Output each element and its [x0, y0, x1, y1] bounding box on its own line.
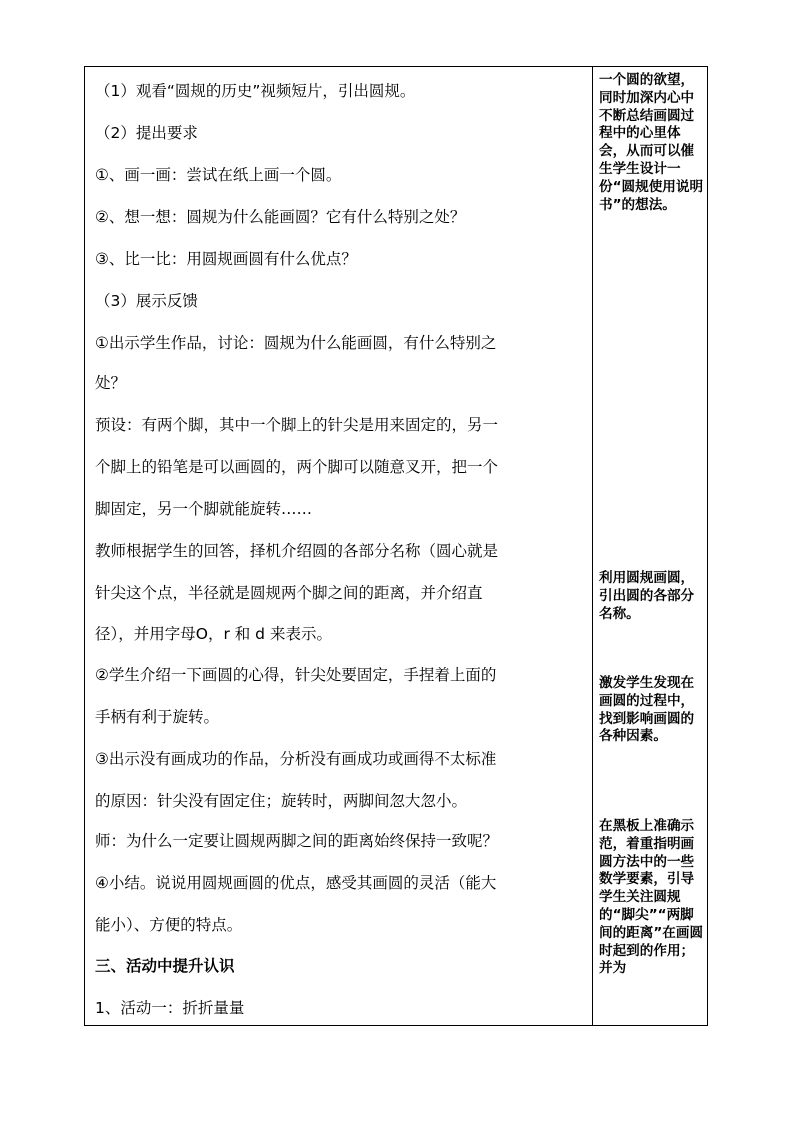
design-note: 在黑板上准确示范，着重指明画圆方法中的一些数学要素，引导学生关注圆规的“脚尖”“两脚间的距离”在画圆时起到的作用；并为	[599, 818, 704, 977]
text-line: ②、想一想：圆规为什么能画圆？它有什么特别之处？	[95, 208, 466, 226]
text-line: 能小）、方便的特点。	[95, 916, 243, 934]
design-intent-column	[593, 67, 709, 1025]
design-note: 利用圆规画圆，引出圆的各部分名称。	[599, 570, 695, 622]
text-line: ③、比一比：用圆规画圆有什么优点？	[95, 250, 357, 268]
lesson-plan-table	[84, 66, 708, 1026]
design-note: 一个圆的欲望，同时加深内心中不断总结画圆过程中的心里体会，从而可以催生学生设计一份“圆规使用说明书”的想法。	[599, 72, 704, 213]
text-line: 径），并用字母O，r 和 d 来表示。	[95, 625, 332, 643]
text-line: 处？	[95, 374, 127, 392]
section-heading: 三、活动中提升认识	[95, 957, 235, 975]
text-line: 个脚上的铅笔是可以画圆的，两个脚可以随意叉开，把一个	[95, 458, 499, 476]
text-line: 1、活动一：折折量量	[95, 999, 245, 1017]
text-line: 教师根据学生的回答，择机介绍圆的各部分名称（圆心就是	[95, 542, 499, 560]
text-line: 预设：有两个脚，其中一个脚上的针尖是用来固定的，另一	[95, 416, 499, 434]
text-line: 师：为什么一定要让圆规两脚之间的距离始终保持一致呢？	[95, 832, 499, 850]
text-line: （2）提出要求	[95, 124, 198, 142]
text-line: 手柄有利于旋转。	[95, 708, 220, 726]
text-line: ③出示没有画成功的作品，分析没有画成功或画得不太标准	[95, 750, 497, 768]
text-line: 的原因：针尖没有固定住；旋转时，两脚间忽大忽小。	[95, 792, 468, 810]
text-line: ①出示学生作品，讨论：圆规为什么能画圆，有什么特别之	[95, 334, 497, 352]
text-line: ④小结。说说用圆规画圆的优点，感受其画圆的灵活（能大	[95, 874, 497, 892]
text-line: ①、画一画：尝试在纸上画一个圆。	[95, 166, 342, 184]
design-note: 激发学生发现在画圆的过程中，找到影响画圆的各种因素。	[599, 675, 695, 745]
text-line: （1）观看“圆规的历史”视频短片，引出圆规。	[95, 82, 416, 100]
procedure-column	[85, 67, 592, 1025]
text-line: （3）展示反馈	[95, 292, 198, 310]
text-line: 针尖这个点，半径就是圆规两个脚之间的距离，并介绍直	[95, 584, 483, 602]
text-line: 脚固定，另一个脚就能旋转……	[95, 500, 313, 518]
text-line: ②学生介绍一下画圆的心得，针尖处要固定，手捏着上面的	[95, 666, 497, 684]
